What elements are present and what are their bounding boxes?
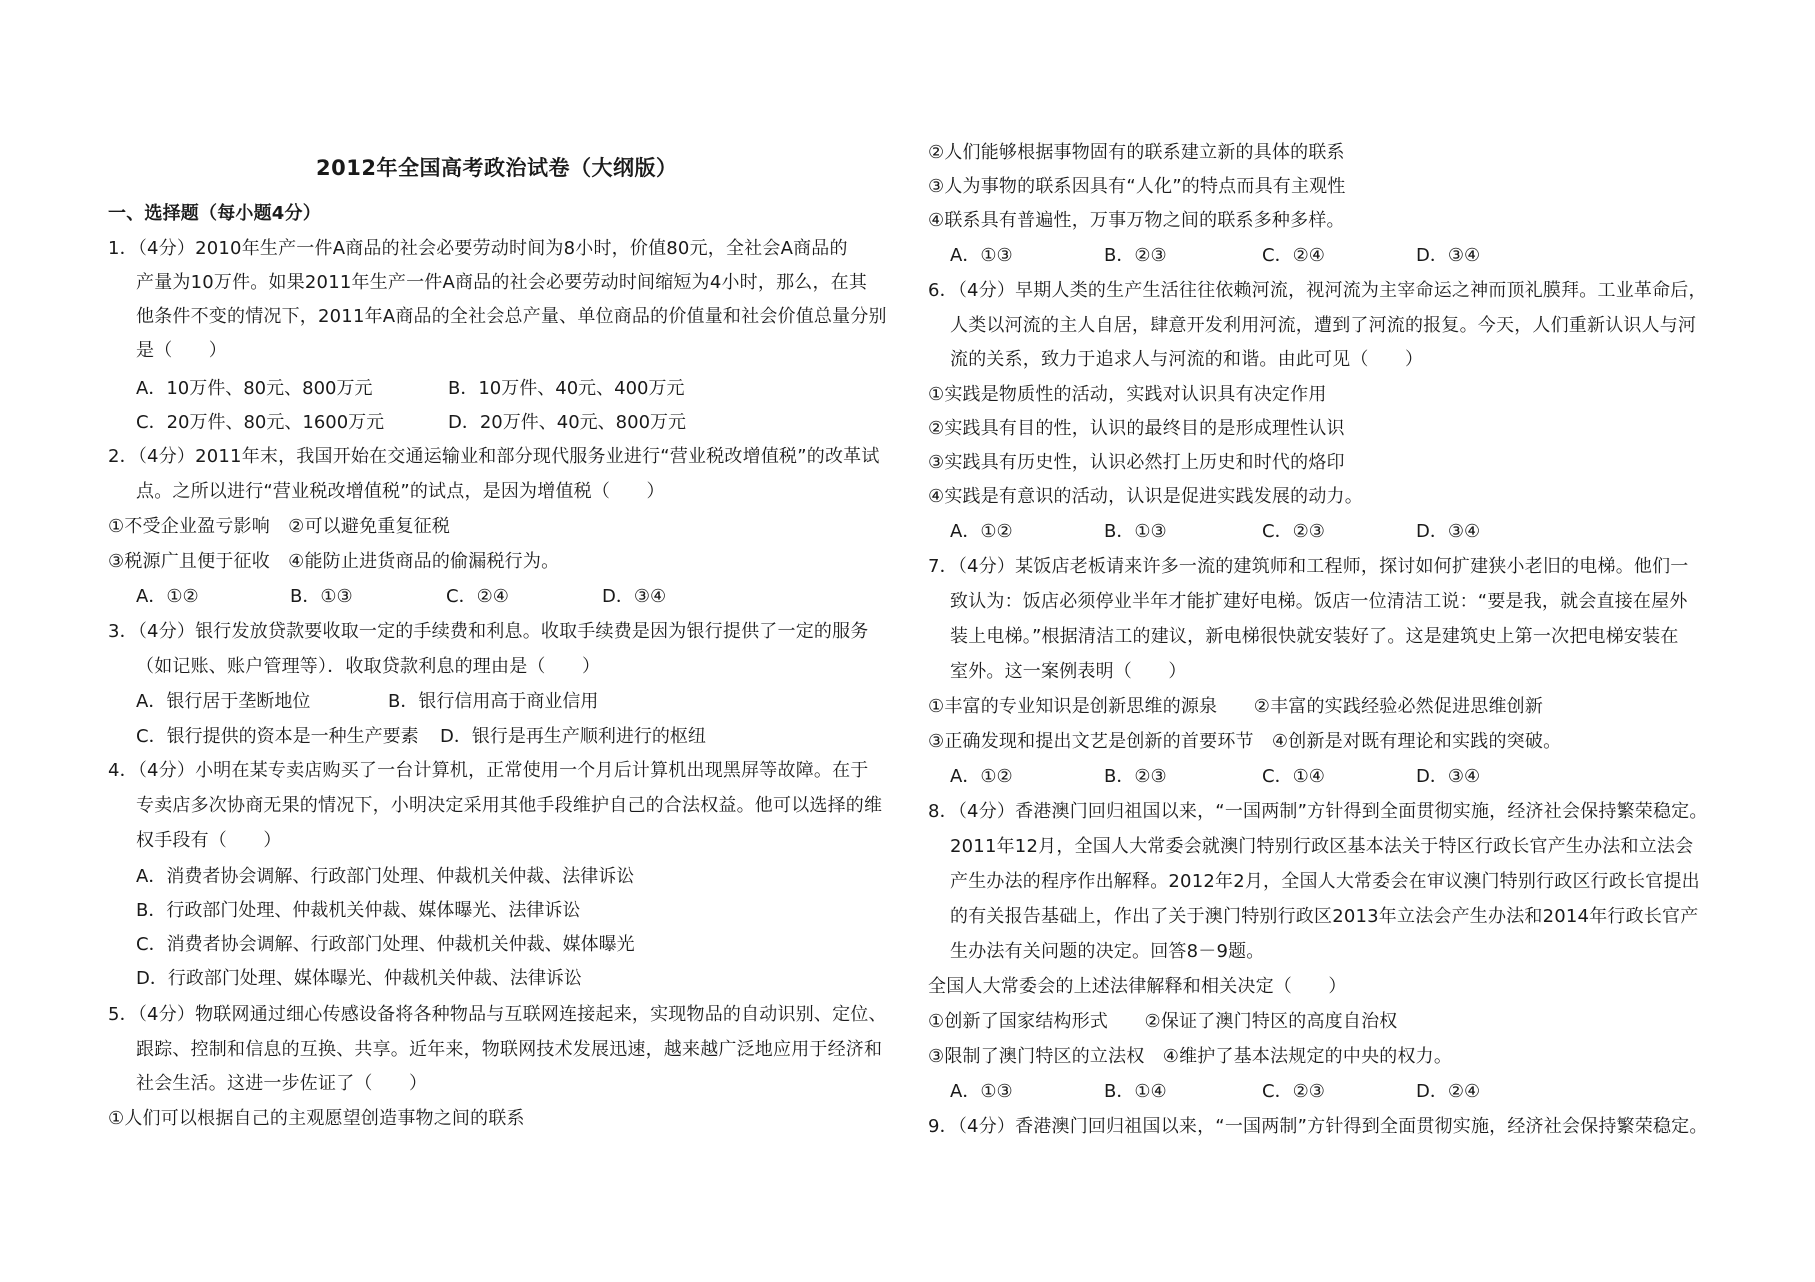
option: A．银行居于垄断地位 (136, 691, 311, 712)
option: A．①③ (950, 245, 1013, 266)
text-line: 2011年12月，全国人大常委会就澳门特别行政区基本法关于特区行政长官产生办法和立法会 (950, 836, 1694, 857)
option: A．①② (950, 521, 1013, 542)
text-line: 流的关系，致力于追求人与河流的和谐。由此可见（ ） (950, 349, 1424, 370)
text-line: 1．（4分）2010年生产一件A商品的社会必要劳动时间为8小时，价值80元，全社会A商品的 (108, 238, 848, 259)
text-line: 生办法有关问题的决定。回答8－9题。 (950, 941, 1265, 962)
text-line: 室外。这一案例表明（ ） (950, 661, 1187, 682)
option: C．银行提供的资本是一种生产要素 (136, 726, 419, 747)
option: D．20万件、40元、800万元 (448, 412, 687, 433)
text-line: ①实践是物质性的活动，实践对认识具有决定作用 (928, 384, 1327, 405)
text-line: 致认为：饭店必须停业半年才能扩建好电梯。饭店一位清洁工说：“要是我，就会直接在屋外 (950, 591, 1688, 612)
option: A．①② (950, 766, 1013, 787)
text-line: ②人们能够根据事物固有的联系建立新的具体的联系 (928, 142, 1345, 163)
option: B．①③ (1104, 521, 1167, 542)
text-line: 的有关报告基础上，作出了关于澳门特别行政区2013年立法会产生办法和2014年行政长官产 (950, 906, 1699, 927)
option: D．③④ (1416, 766, 1481, 787)
text-line: ①创新了国家结构形式 ②保证了澳门特区的高度自治权 (928, 1011, 1398, 1032)
option: C．消费者协会调解、行政部门处理、仲裁机关仲裁、媒体曝光 (136, 934, 635, 955)
text-line: 3．（4分）银行发放贷款要收取一定的手续费和利息。收取手续费是因为银行提供了一定的服务 (108, 621, 869, 642)
text-line: 是（ ） (136, 340, 227, 361)
option: D．行政部门处理、媒体曝光、仲裁机关仲裁、法律诉讼 (136, 968, 582, 989)
text-line: ①不受企业盈亏影响 ②可以避免重复征税 (108, 516, 451, 537)
text-line: 点。之所以进行“营业税改增值税”的试点，是因为增值税（ ） (136, 481, 665, 502)
text-line: 跟踪、控制和信息的互换、共享。近年来，物联网技术发展迅速，越来越广泛地应用于经济和 (136, 1039, 883, 1060)
text-line: ②实践具有目的性，认识的最终目的是形成理性认识 (928, 418, 1345, 439)
option: A．10万件、80元、800万元 (136, 378, 373, 399)
text-line: ③限制了澳门特区的立法权 ④维护了基本法规定的中央的权力。 (928, 1046, 1453, 1067)
text-line: 人类以河流的主人自居，肆意开发利用河流，遭到了河流的报复。今天，人们重新认识人与河 (950, 315, 1697, 336)
text-line: ④联系具有普遍性，万事万物之间的联系多种多样。 (928, 210, 1345, 231)
option: B．①④ (1104, 1081, 1167, 1102)
text-line: 6．（4分）早期人类的生产生活往往依赖河流，视河流为主宰命运之神而顶礼膜拜。工业革命后， (928, 280, 1707, 301)
option: A．①② (136, 586, 199, 607)
option: B．银行信用高于商业信用 (388, 691, 599, 712)
text-line: 装上电梯。”根据清洁工的建议，新电梯很快就安装好了。这是建筑史上第一次把电梯安装在 (950, 626, 1679, 647)
text-line: 社会生活。这进一步佐证了（ ） (136, 1073, 428, 1094)
option: C．20万件、80元、1600万元 (136, 412, 385, 433)
text-line: ③税源广且便于征收 ④能防止进货商品的偷漏税行为。 (108, 551, 560, 572)
option: D．③④ (602, 586, 667, 607)
text-line: 9．（4分）香港澳门回归祖国以来，“一国两制”方针得到全面贯彻实施，经济社会保持繁荣稳定。 (928, 1116, 1708, 1137)
option: B．10万件、40元、400万元 (448, 378, 685, 399)
text-line: ③人为事物的联系因具有“人化”的特点而具有主观性 (928, 176, 1346, 197)
option: A．消费者协会调解、行政部门处理、仲裁机关仲裁、法律诉讼 (136, 866, 635, 887)
text-line: ④实践是有意识的活动，认识是促进实践发展的动力。 (928, 486, 1363, 507)
text-line: 权手段有（ ） (136, 830, 282, 851)
text-line: 8．（4分）香港澳门回归祖国以来，“一国两制”方针得到全面贯彻实施，经济社会保持繁荣稳定。 (928, 801, 1708, 822)
text-line: 产量为10万件。如果2011年生产一件A商品的社会必要劳动时间缩短为4小时，那么，在其 (136, 272, 868, 293)
text-line: 产生办法的程序作出解释。2012年2月，全国人大常委会在审议澳门特别行政区行政长官提出 (950, 871, 1700, 892)
option: C．②④ (1262, 245, 1325, 266)
text-line: 5．（4分）物联网通过细心传感设备将各种物品与互联网连接起来，实现物品的自动识别、定位、 (108, 1004, 887, 1025)
option: D．银行是再生产顺利进行的枢纽 (440, 726, 706, 747)
option: C．②③ (1262, 1081, 1325, 1102)
text-line: 全国人大常委会的上述法律解释和相关决定（ ） (928, 976, 1347, 997)
text-line: 专卖店多次协商无果的情况下，小明决定采用其他手段维护自己的合法权益。他可以选择的维 (136, 795, 883, 816)
option: D．③④ (1416, 521, 1481, 542)
text-line: ①人们可以根据自己的主观愿望创造事物之间的联系 (108, 1108, 525, 1129)
option: B．行政部门处理、仲裁机关仲裁、媒体曝光、法律诉讼 (136, 900, 581, 921)
section-heading: 一、选择题（每小题4分） (108, 203, 321, 224)
text-line: 4．（4分）小明在某专卖店购买了一台计算机，正常使用一个月后计算机出现黑屏等故障。在于 (108, 760, 869, 781)
text-line: 2．（4分）2011年末，我国开始在交通运输业和部分现代服务业进行“营业税改增值税”的改革试 (108, 446, 880, 467)
text-line: 他条件不变的情况下，2011年A商品的全社会总产量、单位商品的价值量和社会价值总量分别 (136, 306, 887, 327)
option: C．①④ (1262, 766, 1325, 787)
option: A．①③ (950, 1081, 1013, 1102)
text-line: ③实践具有历史性，认识必然打上历史和时代的烙印 (928, 452, 1345, 473)
option: C．②③ (1262, 521, 1325, 542)
option: B．①③ (290, 586, 353, 607)
text-line: 7．（4分）某饭店老板请来许多一流的建筑师和工程师，探讨如何扩建狭小老旧的电梯。他们一 (928, 556, 1689, 577)
option: C．②④ (446, 586, 509, 607)
option: B．②③ (1104, 245, 1167, 266)
option: B．②③ (1104, 766, 1167, 787)
text-line: ①丰富的专业知识是创新思维的源泉 ②丰富的实践经验必然促进思维创新 (928, 696, 1544, 717)
paper-title: 2012年全国高考政治试卷（大纲版） (316, 156, 678, 180)
text-line: ③正确发现和提出文艺是创新的首要环节 ④创新是对既有理论和实践的突破。 (928, 731, 1562, 752)
option: D．②④ (1416, 1081, 1481, 1102)
text-line: （如记账、账户管理等）．收取贷款利息的理由是（ ） (136, 656, 601, 677)
option: D．③④ (1416, 245, 1481, 266)
